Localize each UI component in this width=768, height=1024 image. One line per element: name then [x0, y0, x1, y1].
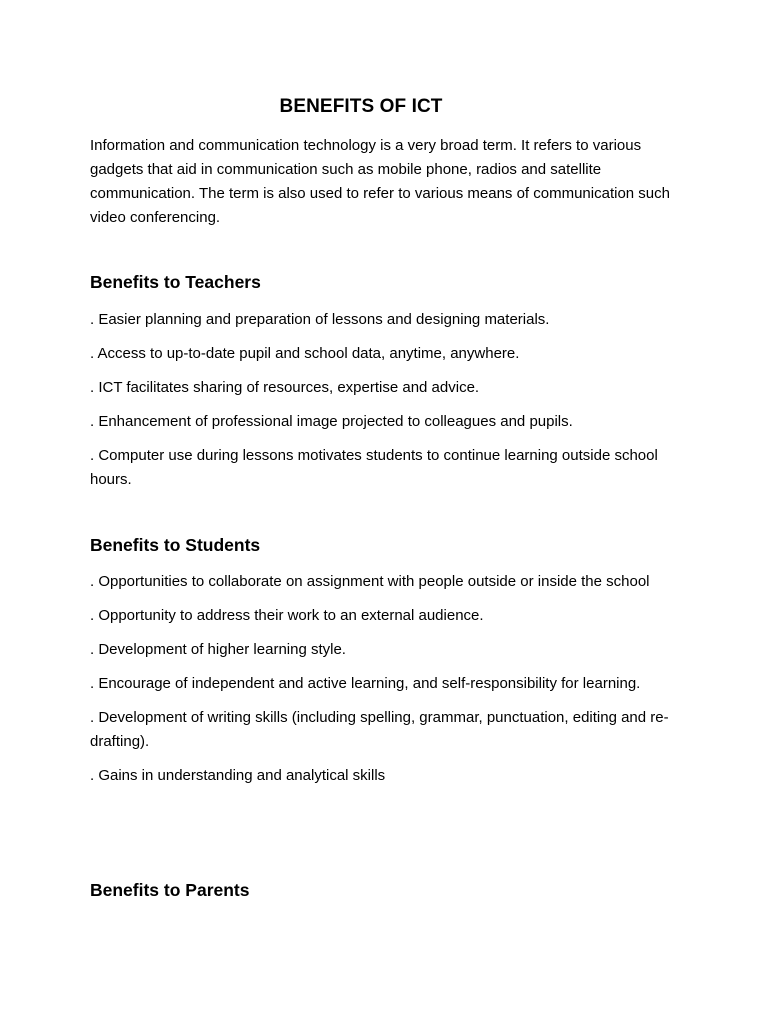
- list-item: . Easier planning and preparation of lessons and designing materials.: [90, 311, 550, 328]
- intro-paragraph: Information and communication technology is a very broad term. It refers to various gadgets that aid in communication such as mobile phone, radios and satellite communication. The term is also used to refer to various means of communication such video conferencing.: [90, 137, 670, 226]
- teachers-benefits-list: [90, 308, 670, 502]
- students-benefits-list: [90, 570, 670, 798]
- section-heading-students: Benefits to Students: [90, 535, 261, 555]
- list-item: . Development of writing skills (including spelling, grammar, punctuation, editing and re-drafting).: [90, 709, 669, 750]
- list-item: . Access to up-to-date pupil and school data, anytime, anywhere.: [90, 345, 520, 362]
- list-item: . Encourage of independent and active learning, and self-responsibility for learning.: [90, 675, 641, 692]
- list-item: . Computer use during lessons motivates students to continue learning outside school hours.: [90, 447, 658, 488]
- section-heading-teachers: Benefits to Teachers: [90, 272, 261, 292]
- page-title: BENEFITS OF ICT: [279, 96, 443, 117]
- list-item: . ICT facilitates sharing of resources, expertise and advice.: [90, 379, 480, 396]
- list-item: . Development of higher learning style.: [90, 641, 346, 658]
- list-item: . Opportunity to address their work to an external audience.: [90, 607, 484, 624]
- list-item: . Opportunities to collaborate on assignment with people outside or inside the school: [90, 573, 650, 590]
- list-item: . Gains in understanding and analytical skills: [90, 767, 386, 784]
- list-item: . Enhancement of professional image projected to colleagues and pupils.: [90, 413, 573, 430]
- section-heading-parents: Benefits to Parents: [90, 880, 250, 900]
